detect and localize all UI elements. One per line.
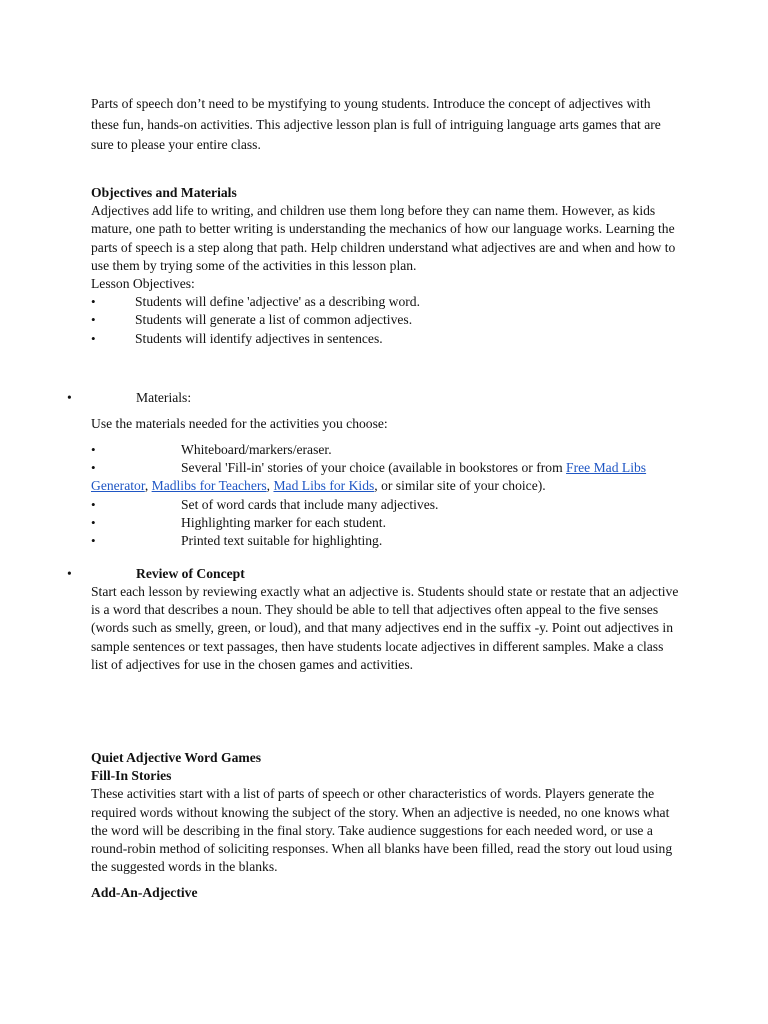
- quiet-games-section: [91, 749, 681, 876]
- list-item: • Students will define 'adjective' as a describing word.: [91, 293, 681, 311]
- separator-text: ,: [266, 478, 274, 494]
- list-item: • Whiteboard/markers/eraser.: [91, 441, 681, 459]
- objectives-text: Adjectives add life to writing, and children use them long before they can name them. However, as kids mature, one path to better writing is understanding the mechanics of how our language works. Learning the parts of speech is a step along that path. Help children understand what adjectives are and when and how to use them by trying some of the activities in this lesson plan.: [91, 203, 676, 273]
- add-an-adjective-heading: Add-An-Adjective: [91, 885, 198, 900]
- madlibs-for-teachers-link[interactable]: Madlibs for Teachers: [151, 478, 267, 494]
- list-item: • Students will generate a list of common adjectives.: [91, 311, 681, 329]
- quiet-games-heading: Quiet Adjective Word Games: [91, 750, 262, 765]
- materials-item-text: , or similar site of your choice).: [374, 478, 546, 494]
- fill-in-stories-heading: Fill-In Stories: [91, 768, 172, 784]
- materials-item-text: Several 'Fill-in' stories of your choice (available in bookstores or from: [181, 460, 567, 476]
- review-text: Start each lesson by reviewing exactly what an adjective is. Students should state or restate that an adjective is a word that describes a noun. They should be able to tell that adjectives often appeal to the five senses (words such as smelly, green, or loud), and that many adjectives end in the suffix -y. Point out adjectives in sample sentences or text passages, then have students locate adjectives in different samples. Make a class list of adjectives for use in the chosen games and activities.: [91, 584, 679, 672]
- list-item: • Highlighting marker for each student.: [91, 514, 681, 532]
- separator-text: ,: [144, 478, 152, 494]
- bullet-icon: •: [67, 390, 72, 405]
- fill-in-stories-text: These activities start with a list of parts of speech or other characteristics of words. Players generate the required words without knowing the subject of the story. When an adjective is needed, no one knows what the word will be describing in the final story. Take audience suggestions for each needed word, or use a round-robin method of soliciting responses. When all blanks have been filled, read the story out loud using the suggested words in the blanks.: [91, 786, 673, 875]
- objectives-section: [91, 184, 681, 348]
- intro-paragraph: Parts of speech don’t need to be mystifying to young students. Introduce the concept of adjectives with these fun, hands-on activities. This adjective lesson plan is full of intriguing language arts games that are sure to please your entire class.: [91, 96, 661, 152]
- objectives-list: [91, 293, 681, 348]
- materials-list: [91, 441, 681, 550]
- bullet-icon: •: [67, 566, 72, 581]
- list-item: • Set of word cards that include many adjectives.: [91, 496, 681, 514]
- materials-heading: Materials:: [136, 390, 192, 405]
- list-item: • Printed text suitable for highlighting.: [91, 532, 681, 550]
- free-mad-libs-generator-link[interactable]: Free Mad Libs Generator: [91, 460, 647, 494]
- list-item: [91, 459, 681, 495]
- review-heading: Review of Concept: [136, 566, 245, 581]
- lesson-objectives-label: Lesson Objectives:: [91, 276, 195, 292]
- objectives-heading: Objectives and Materials: [91, 185, 237, 200]
- materials-intro: Use the materials needed for the activities you choose:: [91, 416, 388, 431]
- list-item: • Students will identify adjectives in sentences.: [91, 330, 681, 348]
- mad-libs-for-kids-link[interactable]: Mad Libs for Kids: [273, 478, 375, 494]
